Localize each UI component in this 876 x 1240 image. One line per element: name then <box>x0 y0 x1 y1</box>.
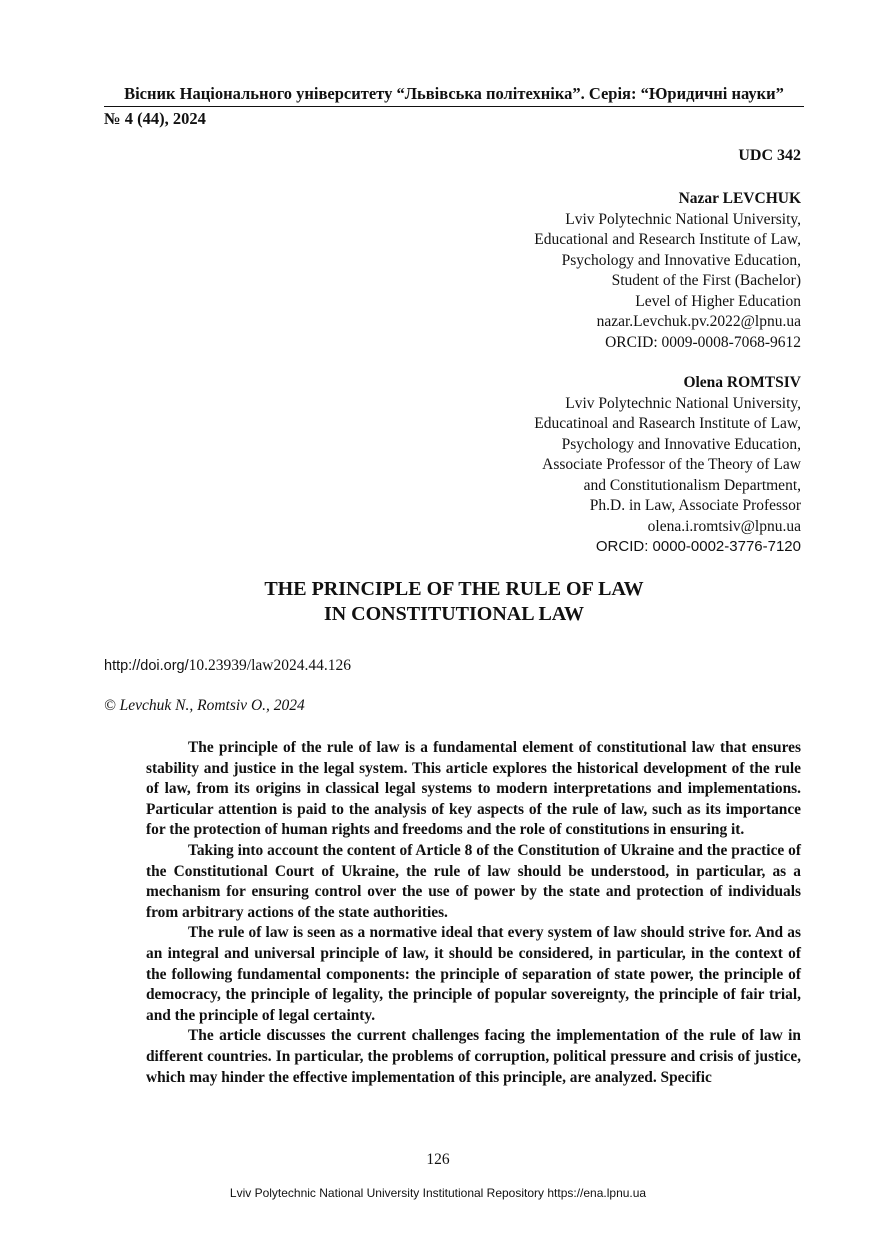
author-affiliation-line: Level of Higher Education <box>635 292 801 310</box>
udc-code: UDC 342 <box>738 147 801 164</box>
author-name: Olena ROMTSIV <box>683 374 801 391</box>
abstract <box>146 738 801 1088</box>
journal-title: Вісник Національного університету “Львівська політехніка”. Серія: “Юридичні науки” <box>124 84 784 103</box>
author-name: Nazar LEVCHUK <box>678 190 801 207</box>
page-number: 126 <box>426 1151 450 1168</box>
abstract-paragraph: The principle of the rule of law is a fundamental element of constitutional law that ensures stability and justice in the legal system. This article explores the historical development of the rule of law, from its origins in classical legal systems to modern interpretations and implementations. Particular attention is paid to the analysis of key aspects of the rule of law, such as its importance for the protection of human rights and freedoms and the role of constitutions in ensuring it. <box>146 739 801 839</box>
abstract-paragraph: Taking into account the content of Article 8 of the Constitution of Ukraine and the practice of the Constitutional Court of Ukraine, the rule of law should be understood, in particular, as a mechanism for ensuring control over the use of power by the state and protection of individuals from arbitrary actions of the state authorities. <box>146 841 801 921</box>
author-block-levchuk <box>534 189 801 353</box>
author-affiliation-line: Lviv Polytechnic National University, <box>565 394 801 412</box>
repository-footer: Lviv Polytechnic National University Institutional Repository https://ena.lpnu.ua <box>229 1186 647 1200</box>
author-email[interactable]: olena.i.romtsiv@lpnu.ua <box>647 517 801 535</box>
article-title-line: THE PRINCIPLE OF THE RULE OF LAW <box>264 578 644 600</box>
copyright-line: © Levchuk N., Romtsiv O., 2024 <box>104 697 305 714</box>
abstract-paragraph: The rule of law is seen as a normative ideal that every system of law should strive for. And as an integral and universal principle of law, it should be considered, in particular, in the context of the following fundamental components: the principle of separation of state power, the principle of democracy, the principle of legality, the principle of popular sovereignty, the principle of fair trial, and the principle of legal certainty. <box>146 924 801 1024</box>
author-affiliation-line: Associate Professor of the Theory of Law <box>542 456 801 473</box>
article-title-line: IN CONSTITUTIONAL LAW <box>323 603 585 625</box>
author-affiliation-line: Ph.D. in Law, Associate Professor <box>589 497 801 514</box>
author-affiliation-line: and Constitutionalism Department, <box>583 476 801 494</box>
author-affiliation-line: Lviv Polytechnic National University, <box>565 210 801 228</box>
author-affiliation-line: Educatinoal and Rasearch Institute of Law, <box>534 415 801 432</box>
doi-prefix[interactable]: http://doi.org/ <box>104 658 189 674</box>
author-orcid[interactable]: ORCID: 0009-0008-7068-9612 <box>605 333 801 351</box>
header-rule <box>104 106 804 107</box>
author-affiliation-line: Student of the First (Bachelor) <box>611 272 801 289</box>
author-orcid[interactable]: ORCID: 0000-0002-3776-7120 <box>595 538 801 555</box>
author-affiliation-line: Psychology and Innovative Education, <box>561 435 801 453</box>
issue-number: № 4 (44), 2024 <box>104 109 206 128</box>
article-title <box>104 577 804 627</box>
author-block-romtsiv <box>534 373 801 558</box>
author-affiliation-line: Psychology and Innovative Education, <box>561 251 801 269</box>
author-affiliation-line: Educational and Research Institute of Law, <box>534 231 801 248</box>
doi-link[interactable] <box>104 657 351 675</box>
doi-suffix[interactable]: 10.23939/law2024.44.126 <box>188 657 351 674</box>
author-email[interactable]: nazar.Levchuk.pv.2022@lpnu.ua <box>596 313 801 330</box>
abstract-paragraph: The article discusses the current challenges facing the implementation of the rule of law in different countries. In particular, the problems of corruption, political pressure and crisis of justice, which may hinder the effective implementation of this principle, are analyzed. Specific <box>146 1027 801 1086</box>
